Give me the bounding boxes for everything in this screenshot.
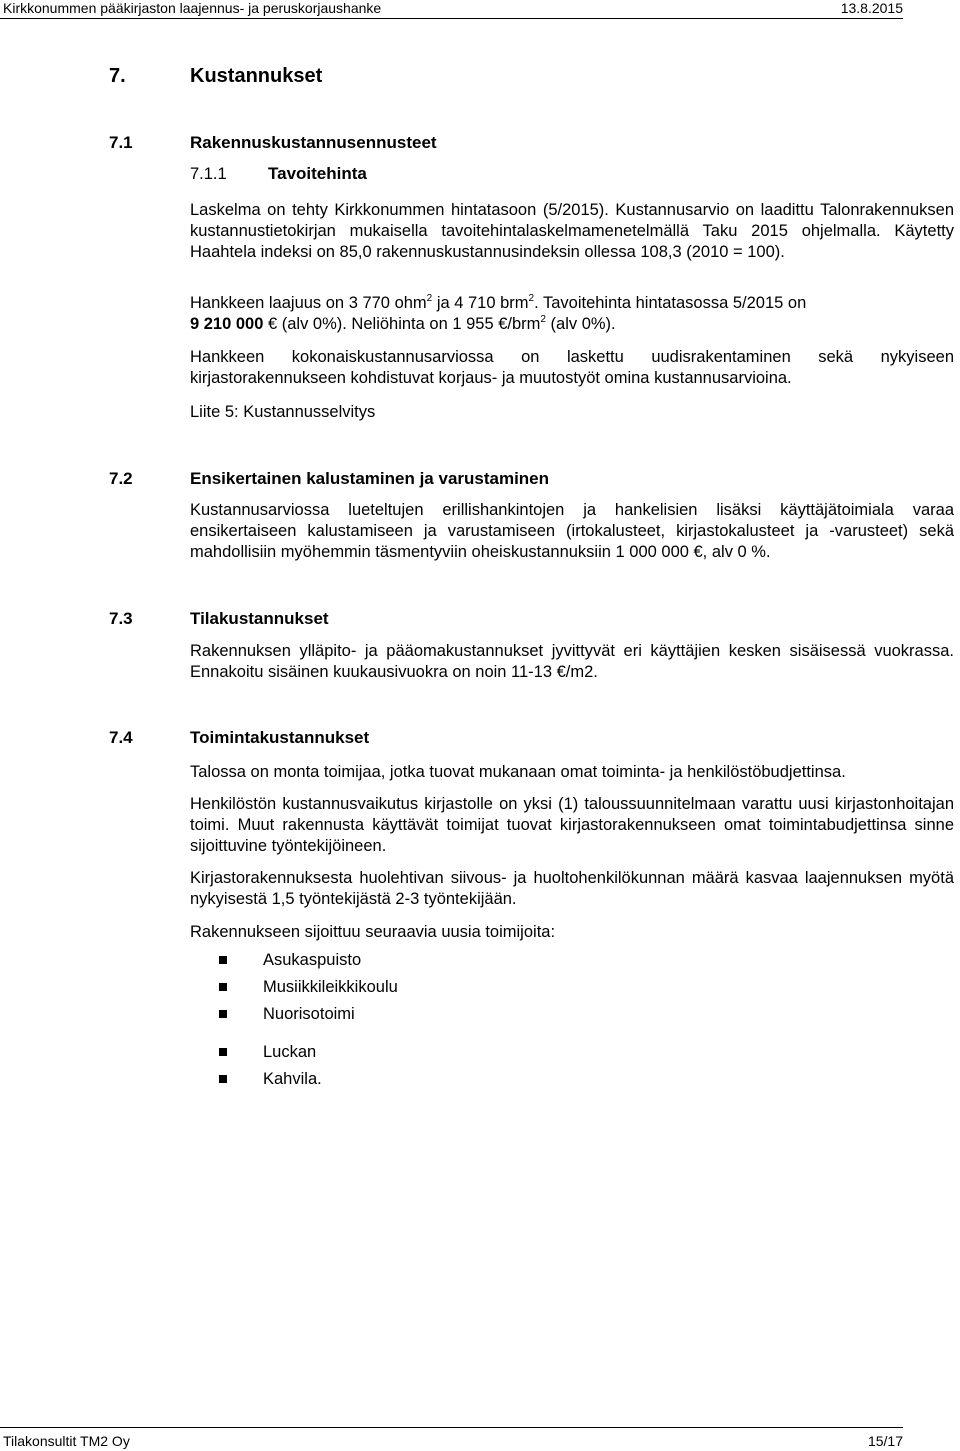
subsection-7-1-1-title: Tavoitehinta — [268, 164, 367, 183]
page-header — [0, 0, 903, 19]
bullet-square-icon — [219, 1010, 227, 1018]
scope-text-a: Hankkeen laajuus on 3 770 ohm — [190, 294, 427, 312]
superscript: 2 — [426, 293, 433, 304]
bullet-square-icon — [219, 956, 227, 964]
list-item — [190, 1069, 954, 1096]
paragraph-7-1-scope — [190, 293, 954, 335]
list-item — [190, 1042, 954, 1069]
subsection-7-1-1-number: 7.1.1 — [190, 165, 227, 183]
list-item — [190, 950, 954, 977]
scope-text-c: . Tavoitehinta hintatasossa 5/2015 on — [534, 294, 807, 312]
section-7-3-title: Tilakustannukset — [190, 609, 329, 628]
scope-text-d: € (alv 0%). Neliöhinta on 1 955 €/brm — [263, 315, 541, 333]
list-item-label: Musiikkileikkikoulu — [263, 978, 398, 996]
paragraph-7-4-new-actors — [190, 922, 954, 943]
section-7-2-title: Ensikertainen kalustaminen ja varustaminen — [190, 469, 550, 488]
section-7-1-title: Rakennuskustannusennusteet — [190, 133, 437, 152]
appendix-reference: Liite 5: Kustannusselvitys — [190, 403, 376, 421]
superscript: 2 — [540, 314, 546, 325]
chapter-title: Kustannukset — [190, 65, 323, 87]
page-footer — [0, 1427, 903, 1450]
new-actors-list — [190, 950, 954, 1096]
list-item-label: Luckan — [263, 1043, 317, 1061]
paragraph-text: Rakennukseen sijoittuu seuraavia uusia toimijoita: — [190, 923, 556, 941]
paragraph-7-4-actors — [190, 762, 954, 783]
bullet-square-icon — [219, 983, 227, 991]
paragraph-7-2 — [190, 500, 954, 563]
paragraph-7-3 — [190, 641, 954, 683]
paragraph-text: Rakennuksen ylläpito- ja pääomakustannukset jyvittyvät eri käyttäjien kesken sisäisessä vuokrassa. Ennakoitu sisäinen kuukausivuokra on noin 11-13 €/m2. — [190, 642, 954, 681]
paragraph-text: Talossa on monta toimijaa, jotka tuovat mukanaan omat toiminta- ja henkilöstöbudjettinsa. — [190, 763, 846, 781]
paragraph-text: Laskelma on tehty Kirkkonummen hintatasoon (5/2015). Kustannusarvio on laadittu Talonrakennuksen kustannustietokirjan mukaisella tavoitehintalaskelmamenetelmällä Taku 2015 ohjelmalla. Käytetty Haahtela indeksi on 85,0 rakennuskustannusindeksin ollessa 108,3 (2010 = 100). — [190, 201, 954, 261]
paragraph-7-4-maintenance — [190, 868, 954, 910]
company-name: Tilakonsultit TM2 Oy — [3, 1433, 130, 1449]
document-date: 13.8.2015 — [840, 0, 903, 16]
paragraph-text: Hankkeen kokonaiskustannusarviossa on laskettu uudisrakentaminen sekä nykyiseen kirjastorakennukseen kohdistuvat korjaus- ja muutostyöt omina kustannusarvioina. — [190, 348, 954, 387]
list-item-label: Asukaspuisto — [263, 951, 362, 969]
section-7-4-number: 7.4 — [109, 728, 133, 747]
page-number: 15/17 — [867, 1433, 903, 1449]
paragraph-text: Kirjastorakennuksesta huolehtivan siivous- ja huoltohenkilökunnan määrä kasvaa laajennuksen myötä nykyisestä 1,5 työntekijästä 2-3 työntekijään. — [190, 869, 954, 908]
list-item-label: Nuorisotoimi — [263, 1005, 355, 1023]
section-7-1-number: 7.1 — [109, 133, 133, 152]
paragraph-text: Kustannusarviossa lueteltujen erillishankintojen ja hankelisien lisäksi käyttäjätoimiala varaa ensikertaiseen kalustamiseen ja varustamiseen (irtokalusteet, kirjastokalusteet ja -varusteet) sekä mahdollisiin myöhemmin täsmentyviin oheiskustannuksiin 1 000 000 €, alv 0 %. — [190, 501, 954, 561]
section-7-4-title: Toimintakustannukset — [190, 728, 370, 747]
section-7-3-number: 7.3 — [109, 609, 133, 628]
superscript: 2 — [528, 293, 535, 304]
list-item — [190, 977, 954, 1004]
chapter-number: 7. — [109, 65, 126, 87]
paragraph-7-1-total — [190, 347, 954, 389]
paragraph-7-1-calculation — [190, 200, 954, 263]
paragraph-text: Henkilöstön kustannusvaikutus kirjastolle on yksi (1) taloussuunnitelmaan varattu uusi kirjastonhoitajan toimi. Muut rakennusta käyttävät toimijat tuovat kirjastorakennukseen omat toimintabudjettinsa sinne sijoittuvine työntekijöineen. — [190, 795, 954, 855]
scope-text-b: ja 4 710 brm — [432, 294, 529, 312]
bullet-square-icon — [219, 1075, 227, 1083]
document-title: Kirkkonummen pääkirjaston laajennus- ja peruskorjaushanke — [3, 0, 382, 16]
paragraph-7-4-staff — [190, 794, 954, 857]
target-price: 9 210 000 — [190, 315, 264, 333]
list-item-label: Kahvila. — [263, 1070, 322, 1088]
list-item — [190, 1004, 954, 1031]
scope-text-e: (alv 0%). — [545, 315, 616, 333]
section-7-2-number: 7.2 — [109, 469, 133, 488]
bullet-square-icon — [219, 1048, 227, 1056]
